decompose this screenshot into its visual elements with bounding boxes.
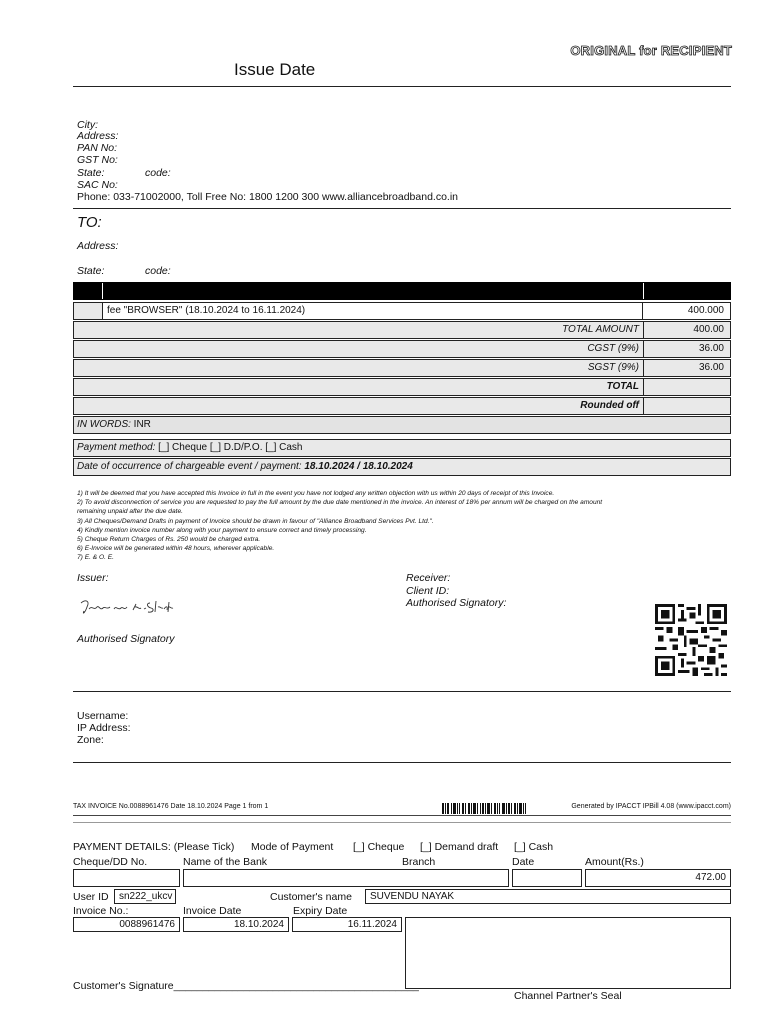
issuer-authorised-signatory: Authorised Signatory — [77, 633, 175, 645]
invoice-reference: TAX INVOICE No.0088961476 Date 18.10.2024 Page 1 from 1 — [73, 803, 269, 810]
header-divider — [73, 86, 731, 87]
signature-divider — [73, 691, 731, 692]
chargeable-event — [77, 459, 413, 475]
issue-date-label: Issue Date — [234, 60, 316, 79]
channel-partner-seal-label: Channel Partner's Seal — [514, 990, 622, 1002]
zone-label: Zone: — [77, 734, 104, 746]
in-words — [77, 417, 151, 433]
term-line: 7) E. & O. E. — [77, 554, 115, 562]
option-demand-draft[interactable]: [_] Demand draft — [420, 841, 499, 853]
channel-partner-seal-box — [405, 917, 731, 989]
recipient-to-label: TO: — [77, 214, 102, 231]
item-description: fee "BROWSER" (18.10.2024 to 16.11.2024) — [102, 303, 643, 319]
sgst-row — [73, 359, 731, 377]
cheque-dd-no-field[interactable] — [73, 869, 180, 887]
username-label: Username: — [77, 710, 129, 722]
ip-address-label: IP Address: — [77, 722, 131, 734]
sender-state-code: code: — [145, 167, 171, 179]
receiver-authorised-signatory: Authorised Signatory: — [406, 597, 507, 609]
term-line: 1) It will be deemed that you have accepted this Invoice in full in the event you have not lodged any written objection with us within 20 days of receipt of this Invoice. — [77, 490, 555, 497]
payment-details-title: PAYMENT DETAILS: (Please Tick) — [73, 841, 235, 853]
sender-address: Address: — [77, 130, 119, 142]
cgst-row — [73, 340, 731, 358]
invoice-date-label: Invoice Date — [183, 905, 242, 917]
header-separator — [102, 283, 103, 299]
qr-code — [654, 604, 728, 676]
payment-method-label: Payment method: — [77, 442, 156, 453]
user-id-label: User ID — [73, 891, 109, 903]
receiver-label: Receiver: — [406, 572, 451, 584]
rounded-off-value — [643, 398, 730, 414]
in-words-label: IN WORDS: — [77, 419, 131, 430]
customer-name-label: Customer's name — [270, 891, 352, 903]
sender-pan: PAN No: — [77, 142, 118, 154]
total-label: TOTAL — [606, 381, 639, 392]
amount-field[interactable]: 472.00 — [585, 869, 731, 887]
sender-phone: Phone: 033-71002000, Toll Free No: 1800 1200 300 www.alliancebroadband.co.in — [77, 191, 458, 203]
generated-by: Generated by IPACCT IPBill 4.08 (www.ipacct.com) — [571, 803, 731, 810]
sender-city: City: — [77, 119, 98, 131]
term-line: 2) To avoid disconnection of service you are requested to pay the full amount by the due date mentioned in the invoice. An interest of 18% per annum will be charged on the amount — [77, 499, 603, 507]
header-separator — [643, 283, 644, 299]
client-id-label: Client ID: — [406, 585, 450, 597]
cut-line — [73, 822, 731, 823]
rounded-off-row — [73, 397, 731, 415]
customer-name-value: SUVENDU NAYAK — [365, 889, 731, 904]
col-bank-name: Name of the Bank — [183, 856, 268, 868]
term-line: 5) Cheque Return Charges of Rs. 250 would be charged extra. — [77, 536, 261, 544]
sender-gst: GST No: — [77, 154, 118, 166]
col-amount: Amount(Rs.) — [585, 856, 644, 868]
footer-divider — [73, 815, 731, 816]
issuer-label: Issuer: — [77, 572, 109, 584]
customer-signature-line: Customer's Signature__________________________________________ — [73, 980, 419, 992]
expiry-date-label: Expiry Date — [293, 905, 348, 917]
items-table-header — [73, 282, 731, 300]
sender-divider — [73, 208, 731, 209]
col-cheque-dd-no: Cheque/DD No. — [73, 856, 148, 868]
recipient-address: Address: — [77, 240, 119, 252]
expiry-date-value: 16.11.2024 — [292, 917, 402, 932]
sender-state: State: — [77, 167, 105, 179]
user-id-value: sn222_ukcv — [114, 889, 176, 904]
cgst-label: CGST (9%) — [587, 343, 639, 354]
col-date: Date — [512, 856, 535, 868]
col-branch: Branch — [402, 856, 436, 868]
barcode — [442, 803, 526, 814]
recipient-state-code: code: — [145, 265, 171, 277]
cgst-value: 36.00 — [643, 341, 730, 357]
total-amount-row — [73, 321, 731, 339]
total-amount-value: 400.00 — [643, 322, 730, 338]
invoice-date-value: 18.10.2024 — [183, 917, 289, 932]
recipient-state: State: — [77, 265, 105, 277]
sender-sac: SAC No: — [77, 179, 118, 191]
sgst-value: 36.00 — [643, 360, 730, 376]
invoice-no-value: 0088961476 — [73, 917, 180, 932]
option-cash[interactable]: [_] Cash — [514, 841, 554, 853]
account-divider — [73, 762, 731, 763]
option-cheque[interactable]: [_] Cheque — [353, 841, 405, 853]
chargeable-event-value: 18.10.2024 / 18.10.2024 — [304, 461, 413, 472]
payment-method-options: [_] Cheque [_] D.D/P.O. [_] Cash — [158, 442, 303, 453]
sgst-label: SGST (9%) — [587, 362, 639, 373]
total-amount-label: TOTAL AMOUNT — [562, 324, 639, 335]
in-words-row — [73, 416, 731, 434]
item-amount: 400.000 — [643, 303, 730, 319]
chargeable-event-row — [73, 458, 731, 476]
term-line: 3) All Cheques/Demand Drafts in payment of Invoice should be drawn in favour of "Alliance Broadband Services Pvt. Ltd.". — [77, 517, 434, 525]
item-row — [73, 302, 731, 320]
issuer-signature — [78, 597, 174, 621]
original-for-recipient-label: ORIGINAL for RECIPIENT — [570, 43, 732, 58]
term-line: 4) Kindly mention invoice number along with your payment to ensure correct and timely processing. — [77, 526, 367, 534]
payment-method-row — [73, 439, 731, 457]
term-line: 6) E-Invoice will be generated within 48 hours, wherever applicable. — [77, 545, 275, 553]
payment-method — [77, 440, 303, 456]
rounded-off-label: Rounded off — [580, 400, 639, 411]
total-value — [643, 379, 730, 395]
date-field[interactable] — [512, 869, 582, 887]
total-row — [73, 378, 731, 396]
mode-of-payment-label: Mode of Payment — [251, 841, 334, 853]
bank-name-field[interactable] — [183, 869, 509, 887]
term-line: remaining unpaid after the due date. — [77, 508, 183, 516]
invoice-no-label: Invoice No.: — [73, 905, 129, 917]
terms-list — [77, 489, 717, 563]
chargeable-event-label: Date of occurrence of chargeable event / payment: — [77, 461, 302, 472]
in-words-value: INR — [133, 419, 151, 430]
